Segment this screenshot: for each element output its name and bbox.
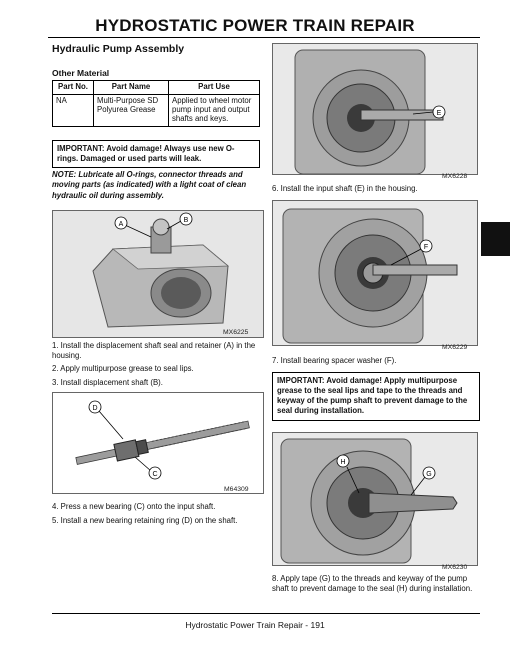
table-cell-part-use: Applied to wheel motor pump input and output shafts and keys. bbox=[169, 94, 260, 126]
step-2: 2. Apply multipurpose grease to seal lips. bbox=[52, 364, 194, 373]
callout-c: C bbox=[152, 471, 158, 478]
figure-id: M64309 bbox=[224, 486, 249, 493]
section-title: Hydraulic Pump Assembly bbox=[52, 43, 185, 55]
page-footer: Hydrostatic Power Train Repair - 191 bbox=[185, 620, 325, 630]
step-7: 7. Install bearing spacer washer (F). bbox=[272, 356, 397, 365]
step-3: 3. Install displacement shaft (B). bbox=[52, 378, 163, 387]
step-5: 5. Install a new bearing retaining ring (D) on the shaft. bbox=[52, 516, 238, 525]
assembly-note: NOTE: Lubricate all O-rings, connector threads and moving parts (as indicated) with a light coat of clean hydraulic oil during assembly. bbox=[52, 170, 247, 200]
table-cell-part-name: Multi-Purpose SD Polyurea Grease bbox=[94, 94, 169, 126]
section-tab-marker bbox=[481, 222, 510, 256]
figure-id: MX6228 bbox=[442, 173, 468, 180]
page-header-title: HYDROSTATIC POWER TRAIN REPAIR bbox=[95, 16, 415, 35]
callout-g: G bbox=[426, 471, 432, 478]
table-header-row bbox=[53, 81, 260, 95]
callout-e: E bbox=[436, 110, 442, 117]
callout-h: H bbox=[340, 459, 346, 466]
important-box-orings: IMPORTANT: Avoid damage! Always use new O-rings. Damaged or used parts will leak. bbox=[52, 140, 260, 168]
table-cell-part-no: NA bbox=[53, 94, 94, 126]
callout-a: A bbox=[118, 221, 124, 228]
header-rule bbox=[48, 37, 480, 38]
pump-housing-illustration bbox=[273, 44, 478, 175]
pump-tape-illustration bbox=[273, 433, 478, 566]
figure-tape-shaft bbox=[272, 432, 478, 566]
callout-d: D bbox=[92, 405, 98, 412]
figure-input-shaft bbox=[52, 392, 264, 494]
footer-rule bbox=[52, 613, 480, 614]
pump-spacer-illustration bbox=[273, 201, 478, 346]
housing-illustration bbox=[53, 211, 264, 338]
figure-spacer-washer bbox=[272, 200, 478, 346]
figure-id: MX6229 bbox=[442, 344, 468, 351]
step-6: 6. Install the input shaft (E) in the housing. bbox=[272, 184, 418, 193]
figure-id: MX6225 bbox=[223, 329, 249, 336]
table-header-part-use: Part Use bbox=[169, 81, 260, 95]
other-material-table bbox=[52, 80, 260, 127]
callout-f: F bbox=[423, 244, 429, 251]
step-4: 4. Press a new bearing (C) onto the input shaft. bbox=[52, 502, 216, 511]
table-header-part-name: Part Name bbox=[94, 81, 169, 95]
callout-b: B bbox=[183, 217, 189, 224]
shaft-illustration bbox=[53, 393, 264, 494]
other-material-heading: Other Material bbox=[52, 68, 110, 78]
table-header-part-no: Part No. bbox=[53, 81, 94, 95]
step-8: 8. Apply tape (G) to the threads and keyway of the pump shaft to prevent damage to the seal (H) during installation. bbox=[272, 574, 473, 594]
figure-input-shaft-housing bbox=[272, 43, 478, 175]
table-row bbox=[53, 94, 260, 126]
figure-id: MX6230 bbox=[442, 564, 468, 571]
step-1: 1. Install the displacement shaft seal and retainer (A) in the housing. bbox=[52, 341, 256, 361]
figure-housing-photo bbox=[52, 210, 264, 338]
important-box-grease: IMPORTANT: Avoid damage! Apply multipurpose grease to the seal lips and tape to the threads and keyway of the pump shaft to prevent damage to the seal during installation. bbox=[272, 372, 480, 421]
